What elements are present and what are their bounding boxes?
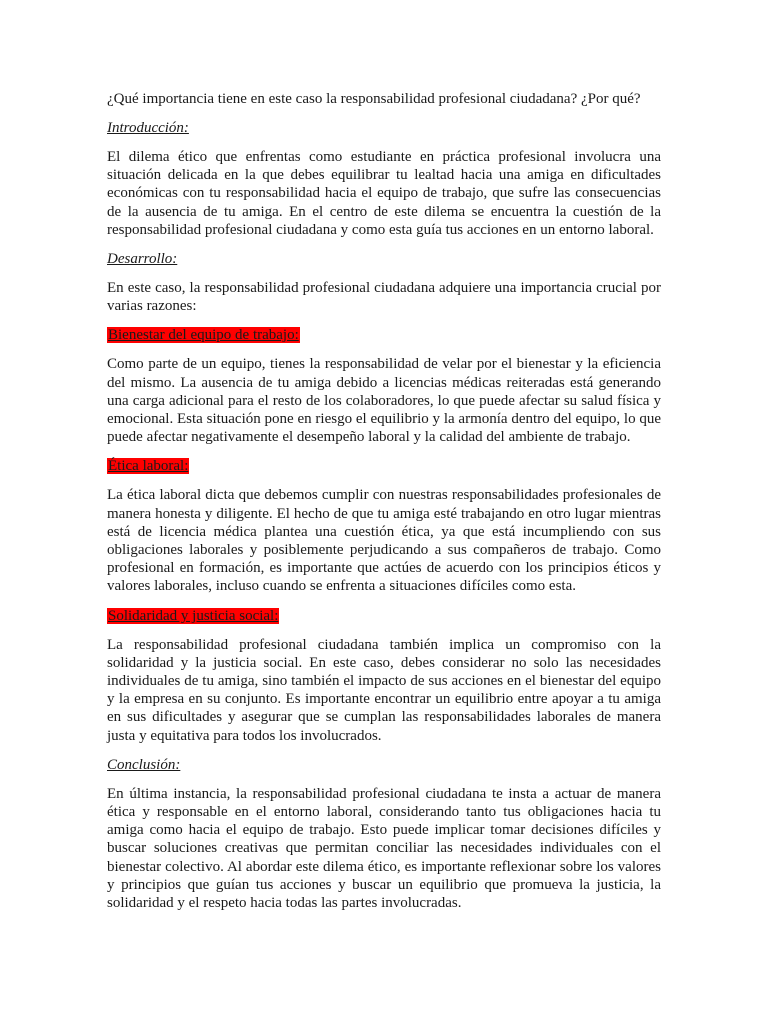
solidaridad-heading: Solidaridad y justicia social: <box>108 607 279 624</box>
introduccion-paragraph: El dilema ético que enfrentas como estudiante en práctica profesional involucra una situación delicada en la que debes equilibrar tu lealtad hacia una amiga en dificultades económicas con tu responsabilidad hacia el equipo de trabajo, que sufre las consecuencias de la ausencia de tu amiga. En el centro de este dilema se encuentra la cuestión de la responsabilidad profesional ciudadana y como esta guía tus acciones en un entorno laboral. <box>107 149 661 238</box>
question-title: ¿Qué importancia tiene en este caso la responsabilidad profesional ciudadana? ¿Por qué? <box>107 91 641 107</box>
bienestar-heading-wrap <box>107 326 661 344</box>
conclusion-heading: Conclusión: <box>107 756 181 773</box>
bienestar-heading: Bienestar del equipo de trabajo: <box>108 327 299 344</box>
desarrollo-paragraph: En este caso, la responsabilidad profesional ciudadana adquiere una importancia crucial por varias razones: <box>107 280 661 315</box>
conclusion-paragraph: En última instancia, la responsabilidad profesional ciudadana te insta a actuar de manera ética y responsable en el entorno laboral, considerando tanto tus obligaciones hacia tu amiga como hacia el equipo de trabajo. Esto puede implicar tomar decisiones difíciles y buscar soluciones creativas que permitan conciliar las necesidades individuales con el bienestar colectivo. Al abordar este dilema ético, es importante reflexionar sobre los valores y principios que guían tus acciones y buscar un equilibrio que promueva la justicia, la solidaridad y el respeto hacia todas las partes involucradas. <box>107 785 661 912</box>
bienestar-paragraph: Como parte de un equipo, tienes la responsabilidad de velar por el bienestar y la eficiencia del mismo. La ausencia de tu amiga debido a licencias médicas reiteradas está generando una carga adicional para el resto de los colaboradores, lo que puede afectar su salud física y emocional. Esta situación pone en riesgo el equilibrio y la armonía dentro del equipo, lo que puede afectar negativamente el desempeño laboral y la calidad del ambiente de trabajo. <box>107 356 661 446</box>
desarrollo-heading: Desarrollo: <box>107 251 178 268</box>
solidaridad-paragraph: La responsabilidad profesional ciudadana también implica un compromiso con la solidaridad y la justicia social. En este caso, debes considerar no solo las necesidades individuales de tu amiga, sino también el impacto de sus acciones en el bienestar del equipo y la empresa en su conjunto. Es importante encontrar un equilibrio entre apoyar a tu amiga en sus dificultades y asegurar que se cumplan las responsabilidades laborales de manera justa y equitativa para todos los involucrados. <box>107 636 661 744</box>
etica-heading-wrap <box>107 457 661 475</box>
introduccion-heading: Introducción: <box>107 120 189 136</box>
etica-paragraph: La ética laboral dicta que debemos cumplir con nuestras responsabilidades profesionales de manera honesta y diligente. El hecho de que tu amiga esté trabajando en otro lugar mientras está de licencia médica plantea una cuestión ética, ya que está incumpliendo con sus obligaciones laborales y posiblemente perjudicando a sus compañeros de trabajo. Como profesional en formación, es importante que actúes de acuerdo con los principios éticos y valores laborales, incluso cuando se enfrenta a situaciones difíciles como esta. <box>107 487 661 595</box>
etica-heading: Ética laboral: <box>108 458 189 475</box>
solidaridad-heading-wrap <box>107 607 661 625</box>
